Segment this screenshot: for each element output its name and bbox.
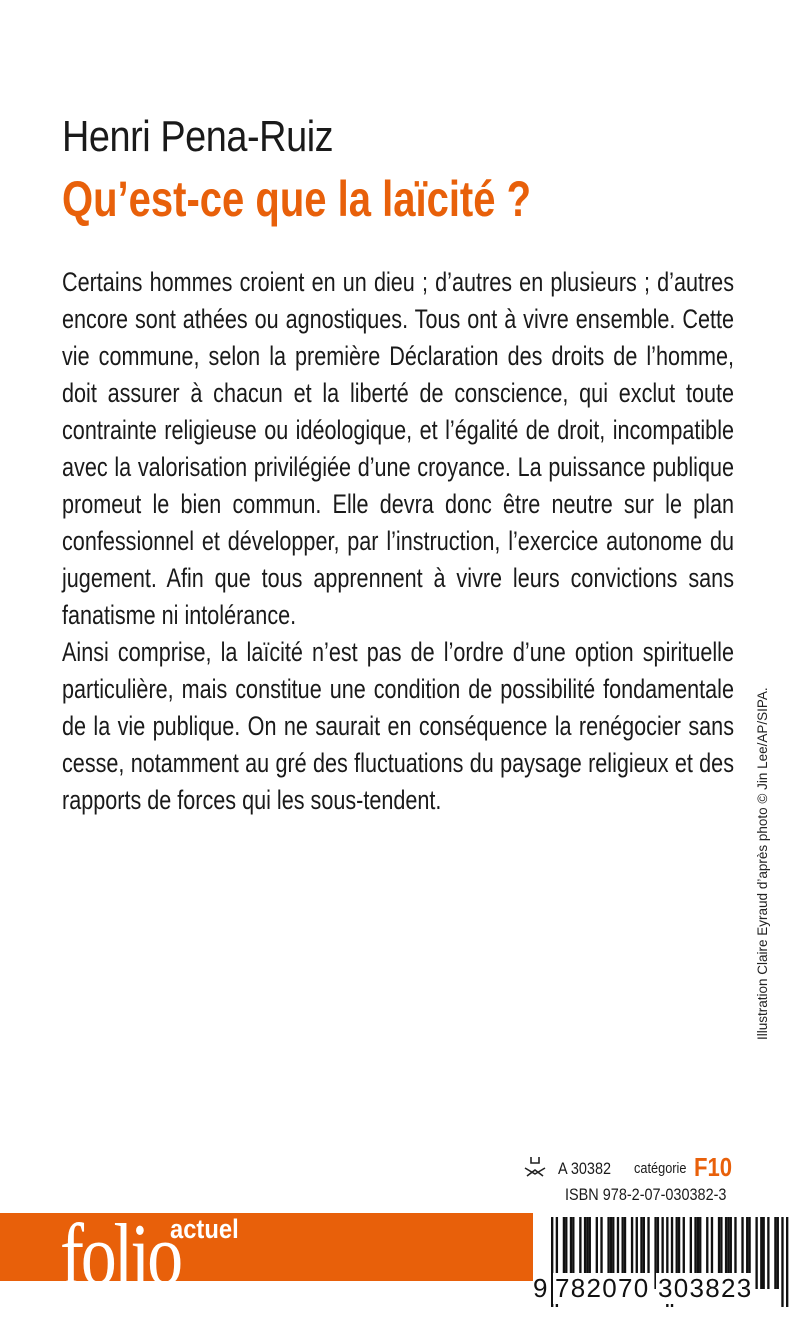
catalog-info: [522, 1152, 762, 1182]
isbn: ISBN 978-2-07-030382-3: [565, 1185, 727, 1204]
barcode: [533, 1213, 800, 1318]
barcode-bar: [786, 1217, 788, 1307]
back-cover-blurb: [62, 264, 734, 819]
barcode-bar: [755, 1217, 757, 1289]
logo-actuel-text: actuel: [170, 1214, 239, 1244]
logo-folio-text: folio: [60, 1207, 180, 1304]
barcode-left-group: 782070: [555, 1273, 650, 1303]
barcode-bar: [760, 1217, 762, 1289]
barcode-first-digit: 9: [533, 1273, 549, 1303]
folio-actuel-logo: [60, 1207, 260, 1318]
barcode-bar: [763, 1217, 765, 1289]
category-label: catégorie: [634, 1160, 687, 1177]
author-name: Henri Pena-Ruiz: [62, 112, 334, 161]
barcode-bar: [774, 1217, 776, 1289]
blurb-paragraph-1: Certains hommes croient en un dieu ; d’autres en plusieurs ; d’autres encore sont athées ou agnostiques. Tous ont à vivre ensemble. Cette vie commune, selon la première Déclaration des droits de l’homme, doit assurer à chacun et la liberté de conscience, qui exclut toute contrainte religieuse ou idéologique, et l’égalité de droit, incompatible avec la valorisation privilégiée d’une croyance. La puissance publique promeut le bien commun. Elle devra donc être neutre sur le plan confessionnel et développer, par l’instruction, l’exercice autonome du jugement. Afin que tous apprennent à vivre leurs convictions sans fanatisme ni intolérance.: [62, 267, 734, 630]
barcode-bar: [781, 1217, 783, 1307]
blurb-paragraph-2: Ainsi comprise, la laïcité n’est pas de l’ordre d’une option spirituelle particulière, mais constitue une condition de possibilité fondamentale de la vie publique. On ne saurait en conséquence la renégocier sans cesse, notamment au gré des fluctuations du paysage religieux et des rapports de forces qui les sous-tendent.: [62, 637, 734, 815]
barcode-bar: [767, 1217, 769, 1289]
folio-mark-icon: [522, 1154, 548, 1180]
book-title: Qu’est-ce que la laïcité ?: [62, 171, 532, 227]
barcode-bar: [777, 1217, 779, 1289]
illustration-credit: Illustration Claire Eyraud d’après photo © Jin Lee/AP/SIPA.: [755, 687, 770, 1040]
barcode-right-group: 303823: [658, 1273, 753, 1303]
catalog-code: A 30382: [558, 1159, 612, 1178]
category-value: F10: [694, 1152, 733, 1182]
